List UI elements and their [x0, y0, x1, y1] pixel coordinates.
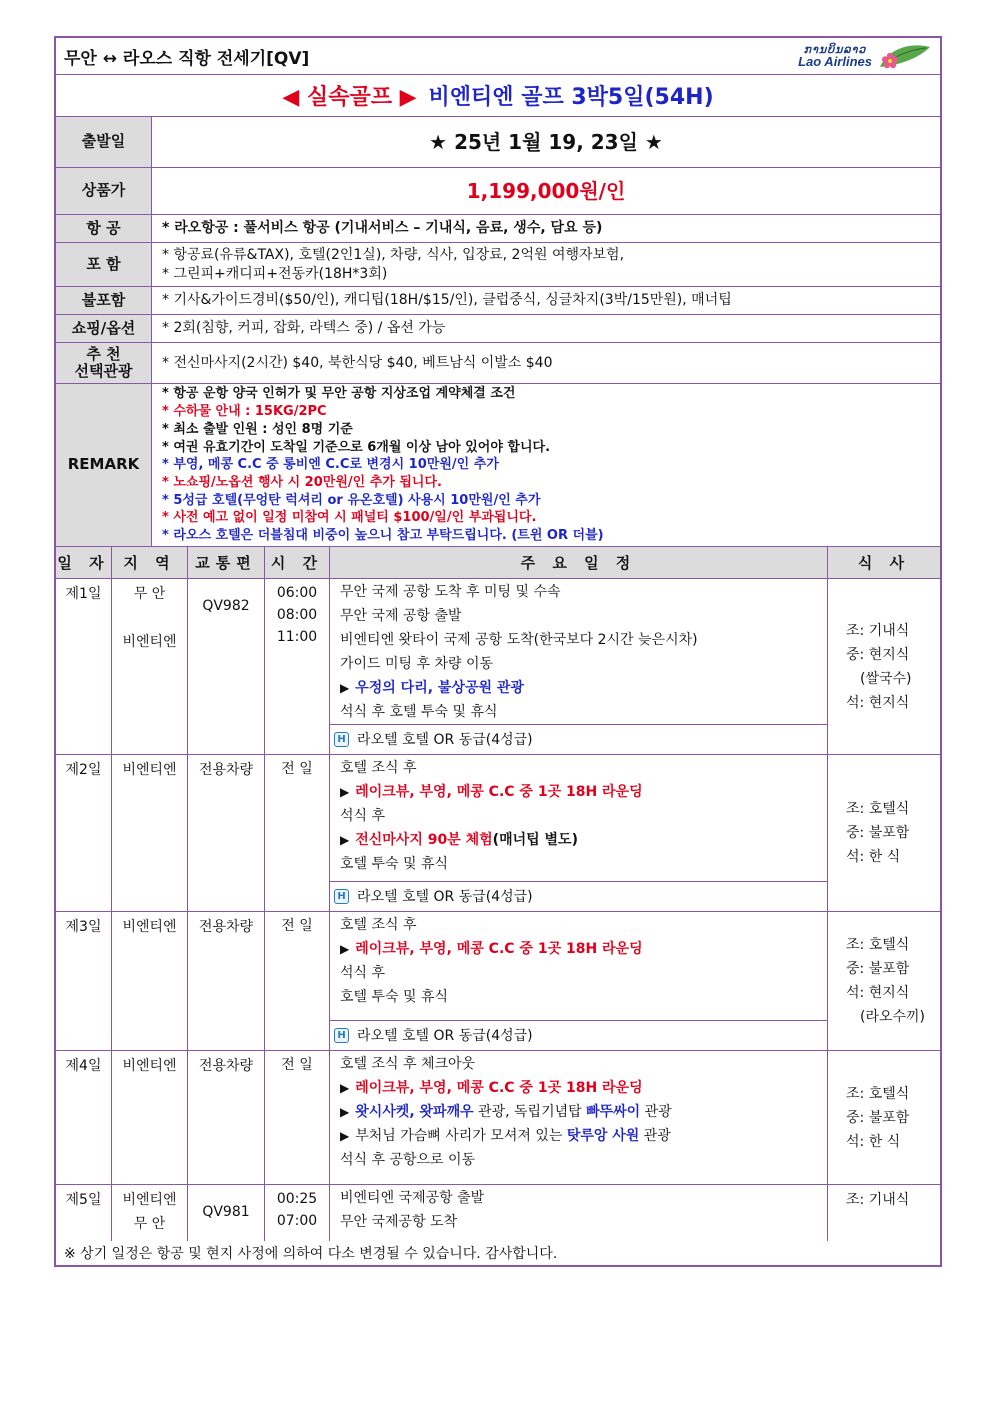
schedule-row [56, 912, 940, 1051]
hotel-text: 라오텔 호텔 OR 동급(4성급) [357, 731, 533, 748]
schedule-row [56, 755, 940, 912]
bullet-arrow-icon: ▶ [340, 681, 350, 695]
itinerary-text: 호텔 조식 후 [340, 917, 417, 933]
itinerary-text: 부처님 가슴뼈 사리가 모셔져 있는 [355, 1128, 567, 1144]
region-text: 무 안 [133, 1216, 166, 1232]
time-text: 06:00 [276, 585, 318, 601]
bullet-arrow-icon: ▶ [340, 1129, 350, 1143]
itinerary-line [340, 700, 817, 724]
itinerary-text: 관광 [640, 1104, 672, 1120]
day-cell: 제5일 [56, 1185, 112, 1241]
meals-cell [828, 1051, 940, 1184]
meal-text: 석: 한 식 [846, 1133, 901, 1150]
itinerary-text: 석식 후 호텔 투숙 및 휴식 [340, 704, 498, 720]
lao-airlines-logo [798, 41, 932, 71]
remark-line: * 노쇼핑/노옵션 행사 시 20만원/인 추가 됩니다. [162, 474, 442, 490]
hotel-line [330, 1020, 827, 1050]
itinerary-text: 호텔 조식 후 체크아웃 [340, 1056, 476, 1072]
transport-text: QV982 [202, 598, 250, 614]
hotel-icon: H [334, 889, 349, 904]
recommend-label-1: 추 천 [86, 344, 121, 363]
departure-label: 출발일 [56, 117, 152, 167]
region-text [112, 606, 187, 630]
region-text: 비엔티엔 [122, 1058, 177, 1074]
departure-dates: ★ 25년 1월 19, 23일 ★ [429, 129, 663, 154]
hotel-line [330, 881, 827, 911]
itinerary-text: 관광 [639, 1128, 671, 1144]
bullet-arrow-icon: ▶ [340, 942, 350, 956]
itinerary-line [340, 1076, 817, 1100]
region-cell [112, 1051, 188, 1184]
remark-line: * 사전 예고 없이 일정 미참여 시 패널티 $100/일/인 부과됩니다. [162, 510, 537, 526]
itinerary-line [340, 937, 817, 961]
transport-cell [188, 1051, 265, 1184]
route-title: 무안 ↔ 라오스 직항 전세기[QV] [64, 48, 310, 69]
schedule-row [56, 1051, 940, 1185]
col-time: 시 간 [265, 547, 330, 578]
hotel-icon: H [334, 1028, 349, 1043]
meal-text: 중: 현지식 [846, 646, 910, 663]
transport-text: 전용차량 [198, 1058, 254, 1074]
meal-text: (쌀국수) [860, 670, 912, 687]
meal-text: 중: 불포함 [846, 961, 910, 977]
airline-row [56, 215, 940, 243]
itinerary-text: 무안 국제 공항 도착 후 미팅 및 수속 [340, 584, 561, 600]
bullet-arrow-icon: ▶ [340, 1105, 350, 1119]
meal-text: 석: 현지식 [846, 985, 910, 1001]
time-text: 08:00 [276, 607, 318, 623]
remark-line: * 항공 운항 양국 인허가 및 무안 공항 지상조업 계약체결 조건 [162, 386, 516, 402]
itinerary-line [340, 652, 817, 676]
included-line: * 항공료(유류&TAX), 호텔(2인1실), 차량, 식사, 입장료, 2억원 여행자보험, [162, 246, 625, 263]
hotel-line [330, 724, 827, 754]
included-label: 포 함 [56, 243, 152, 286]
airline-value: * 라오항공 : 풀서비스 항공 (기내서비스 – 기내식, 음료, 생수, 담요 등) [162, 220, 603, 237]
recommend-value: * 전신마사지(2시간) $40, 북한식당 $40, 베트남식 이발소 $40 [162, 354, 553, 371]
schedule-row [56, 579, 940, 755]
itinerary-line [340, 804, 817, 828]
col-region: 지 역 [112, 547, 188, 578]
schedule-row [56, 1185, 940, 1241]
region-text: 비엔티엔 [122, 634, 177, 650]
itinerary-line [340, 676, 817, 700]
itinerary-line [340, 1124, 817, 1148]
itinerary-line [340, 1052, 817, 1076]
time-text: 전 일 [281, 1057, 313, 1073]
time-cell [265, 1185, 330, 1241]
time-text: 11:00 [276, 629, 318, 645]
meal-text: 조: 호텔식 [846, 937, 910, 953]
remark-lines [152, 384, 940, 546]
itinerary-text: 비엔티엔 국제공항 출발 [340, 1190, 485, 1206]
transport-cell [188, 1185, 265, 1241]
itinerary-text: 무안 국제 공항 출발 [340, 608, 462, 624]
itinerary-text: 무안 국제공항 도착 [340, 1214, 458, 1230]
product-title [56, 75, 940, 117]
itinerary-text: 관광, 독립기념탑 [473, 1104, 587, 1120]
day-cell: 제2일 [56, 755, 112, 911]
itinerary-text: 가이드 미팅 후 차량 이동 [340, 656, 494, 672]
region-text: 무 안 [133, 586, 166, 602]
itinerary-line [340, 1100, 817, 1124]
region-text: 비엔티엔 [122, 762, 177, 778]
itinerary-text: 레이크뷰, 부영, 메콩 C.C 중 1곳 18H 라운딩 [355, 941, 643, 957]
itinerary-text: 레이크뷰, 부영, 메콩 C.C 중 1곳 18H 라운딩 [355, 1080, 643, 1096]
meals-cell [828, 579, 940, 754]
footer-note: ※ 상기 일정은 항공 및 현지 사정에 의하여 다소 변경될 수 있습니다. 감사합니다. [64, 1246, 558, 1262]
itinerary-text: 호텔 투숙 및 휴식 [340, 856, 449, 872]
departure-row [56, 117, 940, 168]
transport-text: 전용차량 [198, 919, 254, 935]
transport-cell [188, 755, 265, 911]
included-value [152, 243, 940, 286]
excluded-label: 불포함 [56, 287, 152, 314]
title-category: ◀ 실속골프 ▶ [282, 85, 417, 110]
itinerary-text: 전신마사지 90분 체험 [355, 832, 493, 848]
col-meals: 식 사 [857, 554, 911, 572]
itinerary-line [340, 756, 817, 780]
region-cell [112, 912, 188, 1050]
itinerary-line [340, 852, 817, 876]
included-row [56, 243, 940, 287]
day-cell: 제1일 [56, 579, 112, 754]
time-text: 00:25 [276, 1191, 318, 1207]
meal-text: (라오수끼) [860, 1009, 926, 1025]
itinerary-text: 탓루앙 사원 [566, 1128, 640, 1144]
meal-text: 조: 기내식 [846, 1192, 910, 1208]
itinerary-cell [330, 579, 828, 754]
itinerary-line [340, 961, 817, 985]
logo-en-text: Lao Airlines [798, 54, 872, 69]
remark-row [56, 384, 940, 547]
remark-line: * 부영, 메콩 C.C 중 롱비엔 C.C로 변경시 10만원/인 추가 [162, 457, 499, 473]
meal-text: 조: 호텔식 [846, 801, 910, 817]
hotel-text: 라오텔 호텔 OR 동급(4성급) [357, 1027, 533, 1044]
schedule-header [56, 547, 940, 579]
meal-text: 석: 한 식 [846, 849, 901, 865]
time-cell [265, 1051, 330, 1184]
meal-text: 조: 기내식 [846, 622, 910, 639]
itinerary-text: 비엔티엔 왓타이 국제 공항 도착(한국보다 2시간 늦은시차) [340, 632, 698, 648]
itinerary-line [340, 604, 817, 628]
time-text: 전 일 [281, 761, 313, 777]
itinerary-text: 석식 후 [340, 808, 386, 824]
itinerary-line [340, 1186, 817, 1210]
itinerary-line [340, 828, 817, 852]
region-text: 비엔티엔 [122, 919, 177, 935]
itinerary-text: 석식 후 [340, 965, 386, 981]
remark-line: * 라오스 호텔은 더블침대 비중이 높으니 참고 부탁드립니다. (트윈 OR 더블) [162, 527, 604, 543]
time-text: 07:00 [276, 1213, 318, 1229]
meals-cell [828, 1185, 940, 1241]
remark-line: * 5성급 호텔(무엉탄 럭셔리 or 유온호텔) 사용시 10만원/인 추가 [162, 492, 541, 508]
itinerary-cell [330, 1051, 828, 1184]
transport-cell [188, 912, 265, 1050]
remark-line: * 여권 유효기간이 도착일 기준으로 6개월 이상 남아 있어야 합니다. [162, 439, 551, 455]
meal-text: 석: 현지식 [846, 694, 910, 711]
region-cell [112, 755, 188, 911]
itinerary-text: 석식 후 공항으로 이동 [340, 1152, 476, 1168]
airline-label: 항 공 [56, 215, 152, 242]
itinerary-line [340, 913, 817, 937]
region-cell [112, 1185, 188, 1241]
recommend-label-2: 선택관광 [74, 362, 133, 380]
time-cell [265, 912, 330, 1050]
time-text: 전 일 [281, 918, 313, 934]
route-header [56, 38, 940, 75]
col-itinerary: 주 요 일 정 [330, 547, 828, 578]
meal-text: 중: 불포함 [846, 1109, 910, 1126]
itinerary-text: 우정의 다리, 불상공원 관광 [355, 680, 524, 696]
meals-cell [828, 912, 940, 1050]
transport-cell [188, 579, 265, 754]
shopping-label: 쇼핑/옵션 [56, 315, 152, 342]
itinerary-text: 빠뚜싸이 [586, 1104, 641, 1120]
itinerary-line [340, 985, 817, 1009]
excluded-value: * 기사&가이드경비($50/인), 캐디팁(18H/$15/인), 클럽중식, 싱글차지(3박/15만원), 매너팁 [162, 292, 732, 309]
remark-line: * 수하물 안내 : 15KG/2PC [162, 404, 327, 420]
title-product: 비엔티엔 골프 3박5일(54H) [428, 85, 714, 110]
transport-text: 전용차량 [198, 762, 254, 778]
logo-lao-text: ການບິນລາວ [803, 43, 867, 56]
price-row [56, 168, 940, 215]
itinerary-suffix: (매너팁 별도) [492, 832, 578, 848]
itinerary-line [340, 1210, 817, 1234]
region-cell [112, 579, 188, 754]
hotel-icon: H [334, 732, 349, 747]
itinerary-cell [330, 912, 828, 1050]
itinerary-line [340, 780, 817, 804]
transport-text: QV981 [202, 1204, 250, 1220]
time-cell [265, 579, 330, 754]
schedule-body [56, 579, 940, 1241]
itinerary-cell [330, 1185, 828, 1241]
bullet-arrow-icon: ▶ [340, 833, 350, 847]
itinerary-line [340, 628, 817, 652]
col-day: 일 자 [56, 547, 112, 578]
itinerary-text: 호텔 조식 후 [340, 760, 417, 776]
shopping-row [56, 315, 940, 343]
recommend-label [56, 343, 152, 383]
region-text: 비엔티엔 [122, 1192, 177, 1208]
flower-icon [876, 41, 932, 71]
remark-line: * 최소 출발 인원 : 성인 8명 기준 [162, 421, 353, 437]
meal-text: 중: 불포함 [846, 825, 910, 841]
col-transport: 교통편 [188, 547, 265, 578]
hotel-text: 라오텔 호텔 OR 동급(4성급) [357, 888, 533, 905]
day-cell: 제3일 [56, 912, 112, 1050]
itinerary-line [340, 580, 817, 604]
remark-label: REMARK [56, 384, 152, 546]
bullet-arrow-icon: ▶ [340, 1081, 350, 1095]
bullet-arrow-icon: ▶ [340, 785, 350, 799]
itinerary-text: 레이크뷰, 부영, 메콩 C.C 중 1곳 18H 라운딩 [355, 784, 643, 800]
price-value: 1,199,000원/인 [466, 178, 626, 203]
recommend-row [56, 343, 940, 384]
day-cell: 제4일 [56, 1051, 112, 1184]
time-cell [265, 755, 330, 911]
itinerary-document [54, 36, 942, 1267]
itinerary-cell [330, 755, 828, 911]
itinerary-text: 왓시사켓, 왓파깨우 [355, 1104, 474, 1120]
meals-cell [828, 755, 940, 911]
price-label: 상품가 [56, 168, 152, 214]
itinerary-line [340, 1148, 817, 1172]
excluded-row [56, 287, 940, 315]
included-line: * 그린피+캐디피+전동카(18H*3회) [162, 265, 388, 282]
shopping-value: * 2회(침향, 커피, 잡화, 라텍스 중) / 옵션 가능 [162, 320, 446, 337]
itinerary-text: 호텔 투숙 및 휴식 [340, 989, 449, 1005]
meal-text: 조: 호텔식 [846, 1085, 910, 1102]
